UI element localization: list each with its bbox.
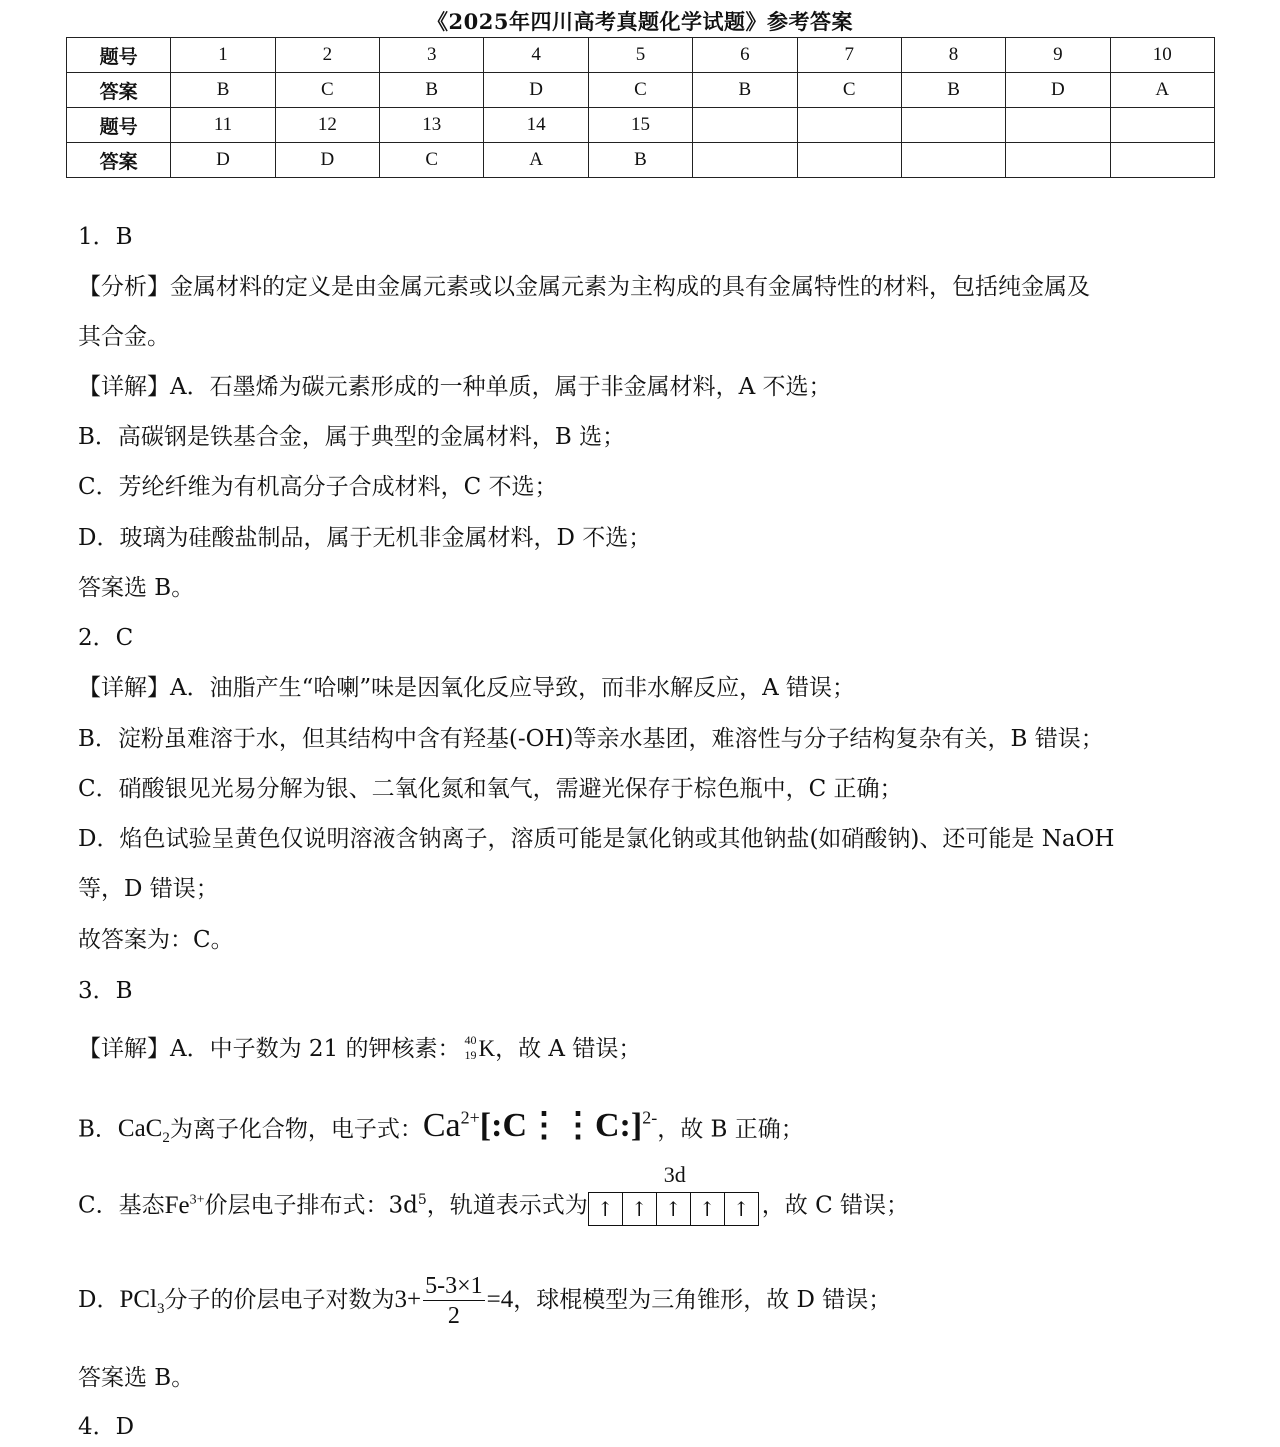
table-cell: D	[1006, 73, 1110, 108]
atomic-number: 19	[464, 1048, 477, 1062]
table-cell: 9	[1006, 38, 1110, 73]
question-2-option-d-cont: 等，D 错误；	[78, 876, 219, 902]
table-cell	[797, 108, 901, 143]
formula-text: CaC	[117, 1115, 163, 1143]
sum-prefix: 3+	[394, 1286, 422, 1313]
table-cell	[901, 108, 1005, 143]
question-3-option-d	[78, 1268, 891, 1341]
orbital-exponent: 5	[417, 1192, 427, 1208]
table-row	[67, 143, 1215, 178]
question-2-option-c: C．硝酸银见光易分解为银、二氧化氮和氧气，需避光保存于棕色瓶中，C 正确；	[78, 776, 903, 802]
question-2-option-a: 【详解】A．油脂产生“哈喇”味是因氧化反应导致，而非水解反应，A 错误；	[78, 675, 856, 701]
formula-subscript: 3	[156, 1301, 165, 1317]
table-cell: 6	[693, 38, 797, 73]
table-cell: D	[275, 143, 379, 178]
fraction-numerator: 5-3×1	[425, 1272, 483, 1299]
question-1-analysis: 【分析】金属材料的定义是由金属元素或以金属元素为主构成的具有金属特性的材料，包括纯金属及	[78, 274, 1090, 300]
table-cell: C	[588, 73, 692, 108]
question-2-header: 2．C	[78, 625, 134, 651]
table-cell: C	[275, 73, 379, 108]
table-cell	[901, 143, 1005, 178]
option-d-text: 分子的价层电子对数为	[164, 1287, 395, 1313]
table-cell: B	[171, 73, 275, 108]
table-row	[67, 38, 1215, 73]
question-1-option-c: C．芳纶纤维为有机高分子合成材料，C 不选；	[78, 474, 558, 500]
table-cell: B	[901, 73, 1005, 108]
table-cell: 3	[380, 38, 484, 73]
table-cell	[797, 143, 901, 178]
table-cell: A	[1110, 73, 1214, 108]
table-cell: C	[380, 143, 484, 178]
question-4-header: 4．D	[78, 1414, 135, 1440]
table-cell: 14	[484, 108, 588, 143]
orbital-box: ↑	[657, 1193, 691, 1225]
table-header-cell: 答案	[67, 143, 171, 178]
orbital-box: ↑	[623, 1193, 657, 1225]
option-c-text: 价层电子排布式：3d	[204, 1192, 418, 1219]
table-cell: 11	[171, 108, 275, 143]
table-cell: 15	[588, 108, 692, 143]
option-b-suffix: ，故 B 正确；	[657, 1116, 804, 1143]
option-d-suffix: ，球棍模型为三角锥形，故 D 错误；	[513, 1287, 892, 1313]
table-cell: 1	[171, 38, 275, 73]
calcium-charge: 2+	[460, 1108, 480, 1128]
question-1-option-d: D．玻璃为硅酸盐制品，属于无机非金属材料，D 不选；	[78, 525, 652, 551]
question-1-option-b: B．高碳钢是铁基合金，属于典型的金属材料，B 选；	[78, 424, 626, 450]
table-cell	[1110, 108, 1214, 143]
fraction	[423, 1272, 485, 1331]
table-cell	[1006, 108, 1110, 143]
table-cell: 13	[380, 108, 484, 143]
table-cell: D	[484, 73, 588, 108]
table-header-cell: 题号	[67, 38, 171, 73]
iron-ion	[165, 1192, 205, 1219]
page-title: 《2025年四川高考真题化学试题》参考答案	[427, 9, 853, 34]
equals-result: =4	[486, 1286, 514, 1313]
table-cell: 2	[275, 38, 379, 73]
question-1-option-a: 【详解】A．石墨烯为碳元素形成的一种单质，属于非金属材料，A 不选；	[78, 374, 832, 400]
electron-formula	[423, 1107, 657, 1144]
table-cell: 8	[901, 38, 1005, 73]
table-cell: 4	[484, 38, 588, 73]
carbide-charge: 2-	[642, 1108, 658, 1128]
option-b-prefix: B．	[78, 1116, 118, 1143]
table-cell: 12	[275, 108, 379, 143]
question-3-option-a	[78, 1034, 641, 1065]
option-b-text: 为离子化合物，电子式：	[169, 1116, 423, 1143]
element-symbol: K	[478, 1036, 496, 1061]
table-cell	[1006, 143, 1110, 178]
orbital-diagram	[588, 1161, 762, 1222]
option-c-prefix: C．基态	[78, 1192, 165, 1219]
table-cell	[693, 108, 797, 143]
orbital-box: ↑	[589, 1193, 623, 1225]
table-row	[67, 73, 1215, 108]
orbital-boxes	[588, 1192, 759, 1226]
table-cell	[693, 143, 797, 178]
orbital-box: ↑	[691, 1193, 725, 1225]
table-cell: 7	[797, 38, 901, 73]
formula-pcl3	[119, 1286, 165, 1317]
option-d-prefix: D．	[78, 1287, 120, 1313]
option-a-suffix: ，故 A 错误；	[495, 1036, 642, 1062]
question-3-header: 3．B	[78, 978, 133, 1004]
table-header-cell: 答案	[67, 73, 171, 108]
calcium-symbol: Ca	[422, 1107, 461, 1145]
question-1-header: 1．B	[78, 224, 133, 250]
question-2-option-d: D．焰色试验呈黄色仅说明溶液含钠离子，溶质可能是氯化钠或其他钠盐(如硝酸钠)、还可能是 NaOH	[78, 826, 1115, 852]
table-header-cell: 题号	[67, 108, 171, 143]
iron-charge: 3+	[189, 1192, 205, 1208]
orbital-label: 3d	[663, 1161, 686, 1187]
question-3-option-c	[78, 1161, 910, 1222]
table-cell: 10	[1110, 38, 1214, 73]
formula-text: PCl	[119, 1286, 157, 1313]
option-a-text: 【详解】A．中子数为 21 的钾核素：	[78, 1036, 461, 1062]
formula-cac2	[117, 1115, 170, 1147]
table-cell: B	[380, 73, 484, 108]
table-cell: 5	[588, 38, 692, 73]
table-cell: B	[588, 143, 692, 178]
mass-number: 40	[464, 1033, 477, 1047]
option-c-suffix: ，故 C 错误；	[761, 1192, 910, 1219]
formula-subscript: 2	[162, 1130, 170, 1147]
question-1-conclusion: 答案选 B。	[78, 575, 195, 601]
fraction-denominator: 2	[447, 1302, 460, 1329]
carbide-bracket: [:C⋮⋮C:]	[479, 1107, 643, 1145]
table-cell: D	[171, 143, 275, 178]
orbital-box: ↑	[732, 1196, 750, 1221]
question-2-option-b: B．淀粉虽难溶于水，但其结构中含有羟基(-OH)等亲水基团，难溶性与分子结构复杂有关，B 错误；	[78, 726, 1104, 752]
table-cell: B	[693, 73, 797, 108]
option-c-text-2: ，轨道表示式为	[426, 1192, 588, 1219]
question-3-conclusion: 答案选 B。	[78, 1365, 195, 1391]
table-cell: A	[484, 143, 588, 178]
question-2-conclusion: 故答案为：C。	[78, 927, 234, 953]
answer-table	[66, 37, 1215, 178]
question-1-analysis-cont: 其合金。	[78, 324, 170, 350]
table-cell: C	[797, 73, 901, 108]
table-cell	[1110, 143, 1214, 178]
question-3-option-b	[78, 1098, 804, 1158]
isotope-notation	[461, 1035, 479, 1065]
iron-symbol: Fe	[164, 1191, 190, 1219]
table-row	[67, 108, 1215, 143]
